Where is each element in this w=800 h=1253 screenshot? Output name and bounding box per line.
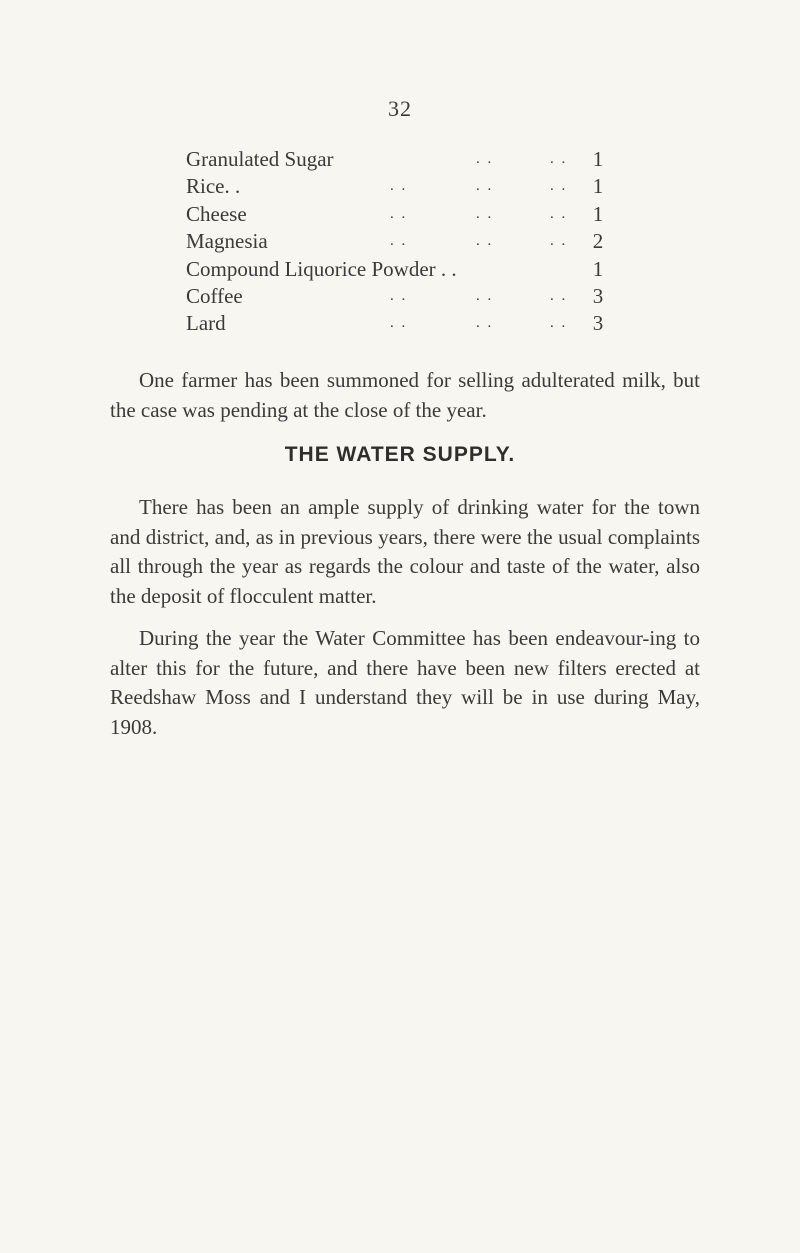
item-leader-dots	[186, 173, 606, 200]
page-number: 32	[388, 96, 412, 121]
item-row	[186, 256, 606, 283]
leader-dot-pair: . .	[476, 233, 494, 250]
item-leader-dots	[186, 201, 606, 228]
water-supply-paragraph-text: There has been an ample supply of drinking water for the town and district, and, as in previous years, there were the usual complaints all through the year as regards the colour and taste of the water, also the deposit of flocculent matter.	[110, 495, 700, 608]
item-name: Rice. .	[186, 174, 241, 199]
item-name: Lard	[186, 311, 226, 336]
item-row	[186, 173, 606, 200]
leader-dot-pair: . .	[390, 233, 408, 250]
item-name: Cheese	[186, 201, 247, 226]
item-name: Magnesia	[186, 229, 268, 254]
item-name: Coffee	[186, 283, 243, 308]
leader-dot-pair: . .	[550, 287, 568, 304]
water-committee-paragraph-text: During the year the Water Committee has been endeavour-ing to alter this for the future, and there have been new filters erected at Reedshaw Moss and I understand they will be in use during May, 1908.	[110, 626, 700, 739]
water-supply-paragraph	[110, 493, 700, 611]
item-count: 3	[592, 311, 604, 336]
leader-dot-pair: . .	[390, 205, 408, 222]
leader-dot-pair: . .	[550, 178, 568, 195]
item-name: Granulated Sugar	[186, 147, 334, 171]
milk-paragraph-text: One farmer has been summoned for selling adulterated milk, but the case was pending at the close of the year.	[110, 368, 700, 422]
item-count: 3	[592, 283, 604, 308]
item-row	[186, 146, 606, 173]
leader-dot-pair: . .	[476, 315, 494, 332]
item-count: 1	[592, 256, 604, 281]
leader-dot-pair: . .	[476, 287, 494, 304]
item-row	[186, 310, 606, 337]
leader-dot-pair: . .	[476, 178, 494, 195]
leader-dot-pair: . .	[550, 205, 568, 222]
item-count: 1	[592, 201, 604, 226]
leader-dot-pair: . .	[390, 178, 408, 195]
item-count: 2	[592, 229, 604, 254]
item-count: 1	[592, 174, 604, 199]
item-row	[186, 283, 606, 310]
milk-paragraph	[110, 366, 700, 425]
leader-dot-pair: . .	[476, 205, 494, 222]
leader-dot-pair: . .	[550, 233, 568, 250]
leader-dot-pair: . .	[476, 151, 494, 167]
leader-dot-pair: . .	[550, 151, 568, 167]
item-row	[186, 228, 606, 255]
leader-dot-pair: . .	[390, 315, 408, 332]
item-name: Compound Liquorice Powder . .	[186, 256, 457, 281]
item-leader-dots	[186, 228, 606, 255]
item-count: 1	[592, 147, 604, 171]
water-committee-paragraph	[110, 624, 700, 742]
item-leader-dots	[186, 283, 606, 310]
item-leader-dots	[186, 310, 606, 337]
leader-dot-pair: . .	[550, 315, 568, 332]
section-heading-water-supply: THE WATER SUPPLY.	[284, 443, 516, 466]
item-leader-dots	[186, 256, 606, 283]
leader-dot-pair: . .	[390, 287, 408, 304]
item-leader-dots	[186, 146, 606, 173]
item-row	[186, 201, 606, 228]
adulteration-item-list	[186, 146, 606, 338]
